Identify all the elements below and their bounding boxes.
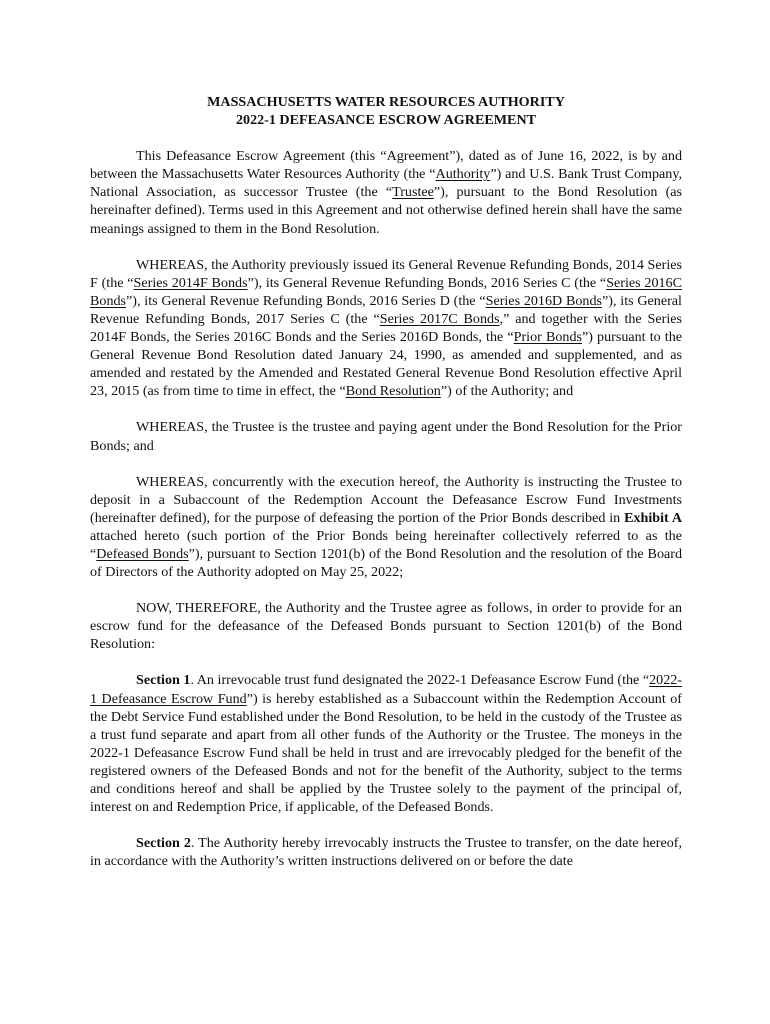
whereas-paragraph-trustee: WHEREAS, the Trustee is the trustee and paying agent under the Bond Resolution for the Prior Bonds; and	[90, 419, 682, 454]
whereas1-text-5: ,” and together with the Series 2014F Bonds, the Series 2016C Bonds and the Series 2016D Bonds, the “	[90, 310, 682, 346]
title-line-authority: MASSACHUSETTS WATER RESOURCES AUTHORITY	[207, 94, 565, 110]
section-2-heading: Section 2	[136, 835, 191, 852]
defined-term-series-2016d: Series 2016D Bonds	[485, 292, 603, 309]
defined-term-escrow-fund: 2022-1 Defeasance Escrow Fund	[90, 672, 682, 707]
defined-term-series-2017c: Series 2017C Bonds	[379, 310, 500, 327]
defined-term-defeased-bonds: Defeased Bonds	[96, 545, 189, 562]
defined-term-authority: Authority	[435, 166, 491, 183]
now-therefore-paragraph: NOW, THEREFORE, the Authority and the Trustee agree as follows, in order to provide for an escrow fund for the defeasance of the Defeased Bonds pursuant to Section 1201(b) of the Bond Resolution:	[90, 600, 682, 653]
defined-term-bond-resolution: Bond Resolution	[345, 383, 441, 400]
intro-text-2: ”) and U.S. Bank Trust Company, National Association, as successor Trustee (the “	[90, 166, 682, 201]
intro-text-1: This Defeasance Escrow Agreement (this “Agreement”), dated as of June 16, 2022, is by and between the Massachusetts Water Resources Authority (the “	[90, 148, 682, 183]
section-1-paragraph	[90, 671, 682, 816]
intro-paragraph	[90, 147, 682, 237]
whereas1-text-3: ”), its General Revenue Refunding Bonds, 2016 Series D (the “	[126, 292, 486, 309]
intro-text-3: ”), pursuant to the Bond Resolution (as hereinafter defined). Terms used in this Agreement and not otherwise defined herein shall have the same meanings assigned to them in the Bond Resolution.	[90, 184, 682, 237]
section1-text-2: ”) is hereby established as a Subaccount within the Redemption Account of the Debt Service Fund established under the Bond Resolution, to be held in the custody of the Trustee as a trust fund separate and apart from all other funds of the Authority or the Trustee. The moneys in the 2022-1 Defeasance Escrow Fund shall be held in trust and are irrevocably pledged for the benefit of the registered owners of the Defeased Bonds and not for the benefit of the Authority, subject to the terms and conditions hereof and shall be applied by the Trustee solely to the payment of the principal of, interest on and Redemption Price, if applicable, of the Defeased Bonds.	[90, 690, 682, 816]
whereas1-text-2: ”), its General Revenue Refunding Bonds, 2016 Series C (the “	[247, 274, 607, 291]
document-page	[90, 93, 682, 888]
whereas3-text-2: attached hereto (such portion of the Prior Bonds being hereinafter collectively referred to as the “	[90, 527, 682, 562]
whereas1-text-7: ”) of the Authority; and	[440, 383, 574, 400]
whereas1-text-6: ”) pursuant to the General Revenue Bond Resolution dated January 24, 1990, as amended and supplemented, and as amended and restated by the Amended and Restated General Revenue Bond Resolution effective April 23, 2015 (as from time to time in effect, the “	[90, 329, 682, 400]
document-title	[90, 93, 682, 129]
section-1-heading: Section 1	[136, 672, 191, 689]
title-line-agreement: 2022-1 DEFEASANCE ESCROW AGREEMENT	[235, 112, 537, 129]
whereas1-text-4: ”), its General Revenue Refunding Bonds, 2017 Series C (the “	[90, 292, 682, 327]
defined-term-trustee: Trustee	[392, 184, 434, 201]
defined-term-series-2014f: Series 2014F Bonds	[133, 274, 248, 291]
exhibit-a-reference: Exhibit A	[624, 509, 682, 526]
whereas-paragraph-prior-bonds	[90, 256, 682, 401]
whereas-paragraph-deposit	[90, 473, 682, 582]
defined-term-prior-bonds: Prior Bonds	[513, 329, 582, 346]
defined-term-series-2016c: Series 2016C Bonds	[90, 274, 682, 309]
whereas1-text-1: WHEREAS, the Authority previously issued its General Revenue Refunding Bonds, 2014 Series F (the “	[90, 256, 682, 291]
section2-text-1: . The Authority hereby irrevocably instructs the Trustee to transfer, on the date hereof, in accordance with the Authority’s written instructions delivered on or before the date	[90, 835, 682, 870]
section-2-paragraph	[90, 834, 682, 870]
section1-text-1: . An irrevocable trust fund designated the 2022-1 Defeasance Escrow Fund (the “	[190, 672, 650, 689]
whereas3-text-1: WHEREAS, concurrently with the execution hereof, the Authority is instructing the Trustee to deposit in a Subaccount of the Redemption Account the Defeasance Escrow Fund Investments (hereinafter defined), for the purpose of defeasing the portion of the Prior Bonds described in	[90, 473, 682, 526]
whereas3-text-3: ”), pursuant to Section 1201(b) of the Bond Resolution and the resolution of the Board of Directors of the Authority adopted on May 25, 2022;	[90, 545, 682, 581]
